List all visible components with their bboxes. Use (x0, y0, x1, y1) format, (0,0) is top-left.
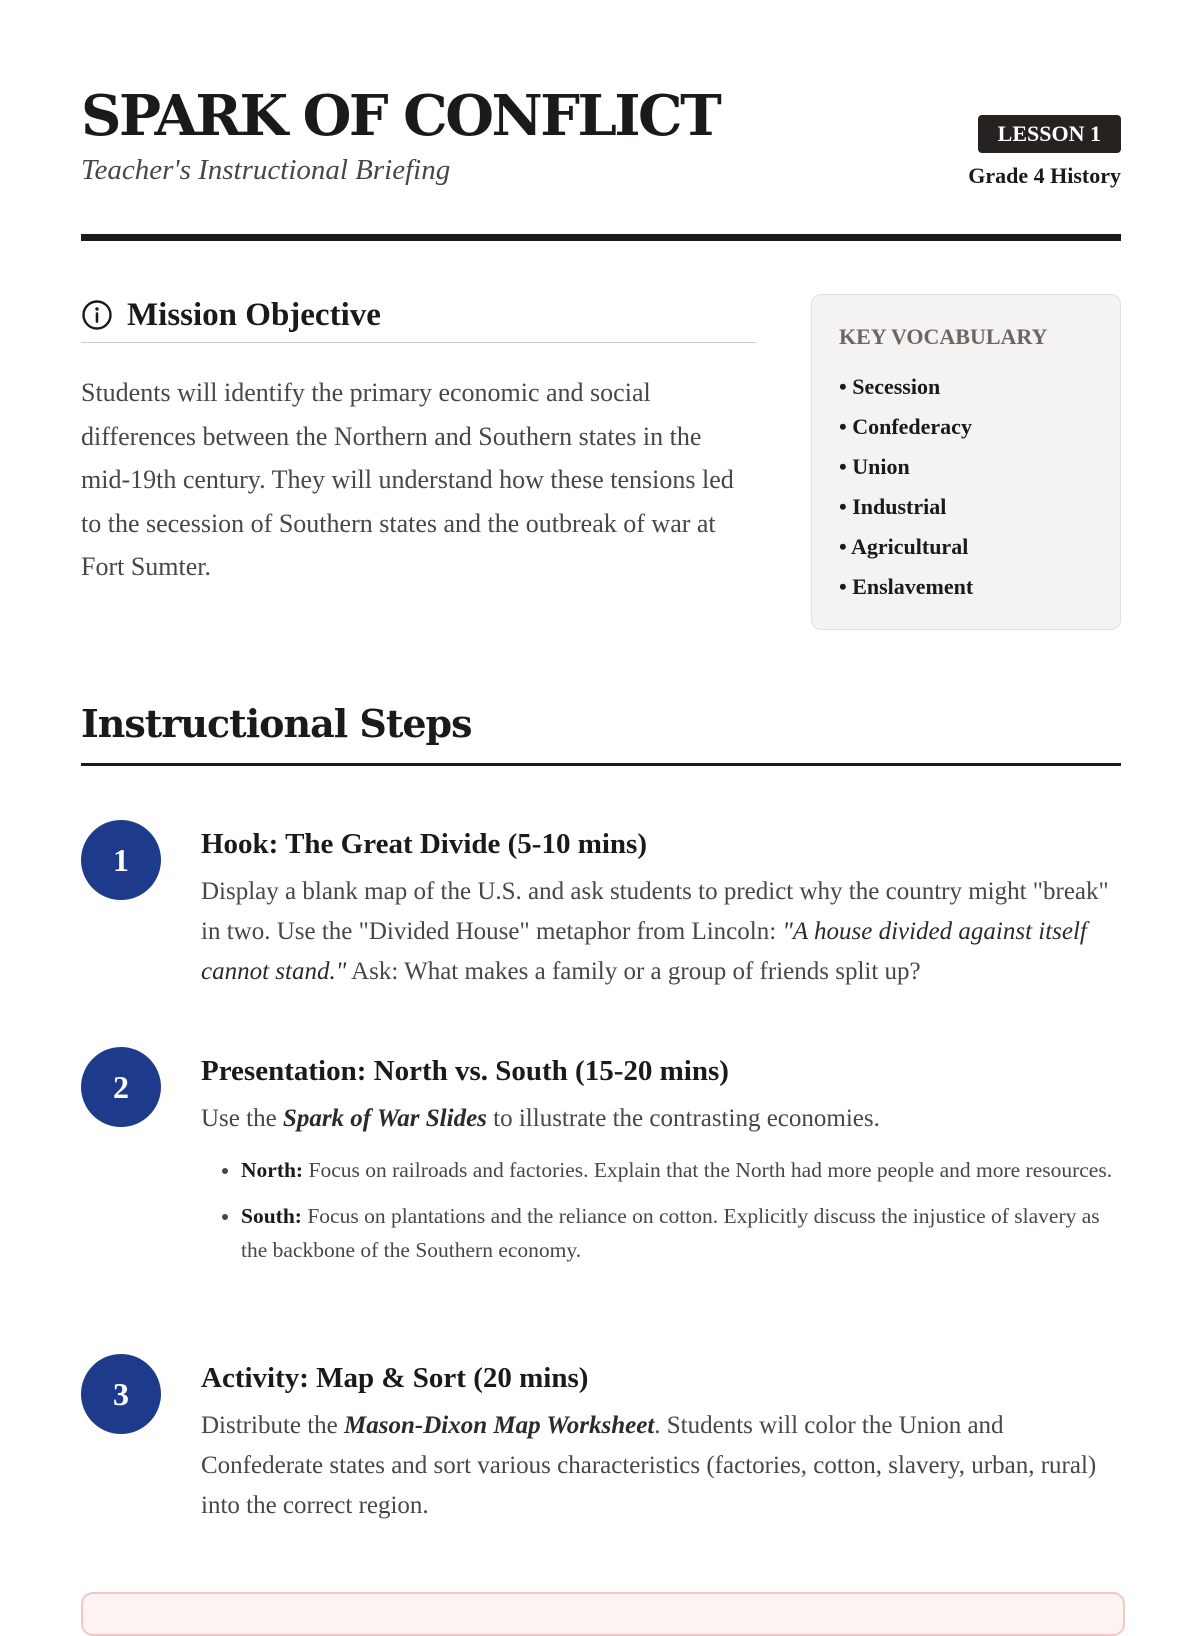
step-body (201, 1047, 1121, 1279)
resource-name: Spark of War Slides (282, 1105, 487, 1132)
objective-text: Students will identify the primary economic and social differences between the Northern and Southern states in the mid-19th century. They will understand how these tensions led to the secession of Southern states and the outbreak of war at Fort Sumter. (81, 378, 734, 581)
vocabulary-heading: KEY VOCABULARY (839, 324, 1048, 349)
step-number-badge: 3 (81, 1354, 161, 1434)
bullet-label: South: (241, 1204, 302, 1228)
vocabulary-item: • Industrial (839, 494, 947, 519)
bullet-label: North: (241, 1158, 304, 1182)
step-bullet-list (201, 1153, 1121, 1267)
step-text-part: Ask: What makes a family or a group of friends split up? (346, 958, 921, 985)
mission-objective (81, 290, 756, 589)
step-title: Activity: Map & Sort (20 mins) (201, 1362, 589, 1394)
vocabulary-item: • Agricultural (839, 534, 969, 559)
step-title: Hook: The Great Divide (5-10 mins) (201, 828, 648, 860)
page-title: SPARK OF CONFLICT (81, 83, 720, 149)
page-subtitle: Teacher's Instructional Briefing (81, 154, 451, 186)
lesson-badge: LESSON 1 (978, 115, 1121, 153)
bullet-text: Focus on railroads and factories. Explain that the North had more people and more resources. (303, 1158, 1113, 1182)
key-vocabulary-card (811, 294, 1121, 630)
grade-label: Grade 4 History (968, 163, 1121, 188)
lincoln-quote: "A house divided against itself cannot stand." (201, 918, 1087, 985)
objective-heading (81, 290, 756, 343)
list-item (241, 1153, 1121, 1187)
step-text-part: to illustrate the contrasting economies. (486, 1105, 880, 1132)
step-text-part: Distribute the (201, 1412, 345, 1439)
list-item (241, 1199, 1121, 1267)
vocabulary-item: • Enslavement (839, 574, 974, 599)
lesson-header (81, 0, 1121, 242)
info-icon (81, 299, 113, 331)
steps-divider (81, 763, 1121, 766)
step-text (201, 872, 1121, 992)
header-divider (81, 234, 1121, 241)
step-body (201, 1354, 1121, 1526)
step-number-badge: 1 (81, 820, 161, 900)
objective-title: Mission Objective (127, 296, 381, 333)
callout-box (81, 1592, 1125, 1636)
step-text-part: Display a blank map of the U.S. and ask students to predict why the country might "break" in two. Use the "Divided House" metaphor from Lincoln: (201, 878, 1109, 945)
step-number-badge: 2 (81, 1047, 161, 1127)
vocabulary-item: • Confederacy (839, 414, 972, 439)
vocabulary-item: • Secession (839, 374, 941, 399)
step-text (201, 1099, 1121, 1139)
step-title: Presentation: North vs. South (15-20 mins) (201, 1055, 729, 1087)
step-text (201, 1406, 1121, 1526)
bullet-text: Focus on plantations and the reliance on cotton. Explicitly discuss the injustice of slavery as the backbone of the Southern economy. (241, 1204, 1100, 1262)
steps-section-title: Instructional Steps (81, 701, 472, 746)
step-body (201, 820, 1121, 992)
lesson-page (81, 0, 1121, 1519)
step-text-part: . Students will color the Union and Confederate states and sort various characteristics (factories, cotton, slavery, urban, rural) into the correct region. (201, 1412, 1097, 1519)
vocabulary-item: • Union (839, 454, 910, 479)
resource-name: Mason-Dixon Map Worksheet (344, 1412, 655, 1439)
step-text-part: Use the (201, 1105, 283, 1132)
